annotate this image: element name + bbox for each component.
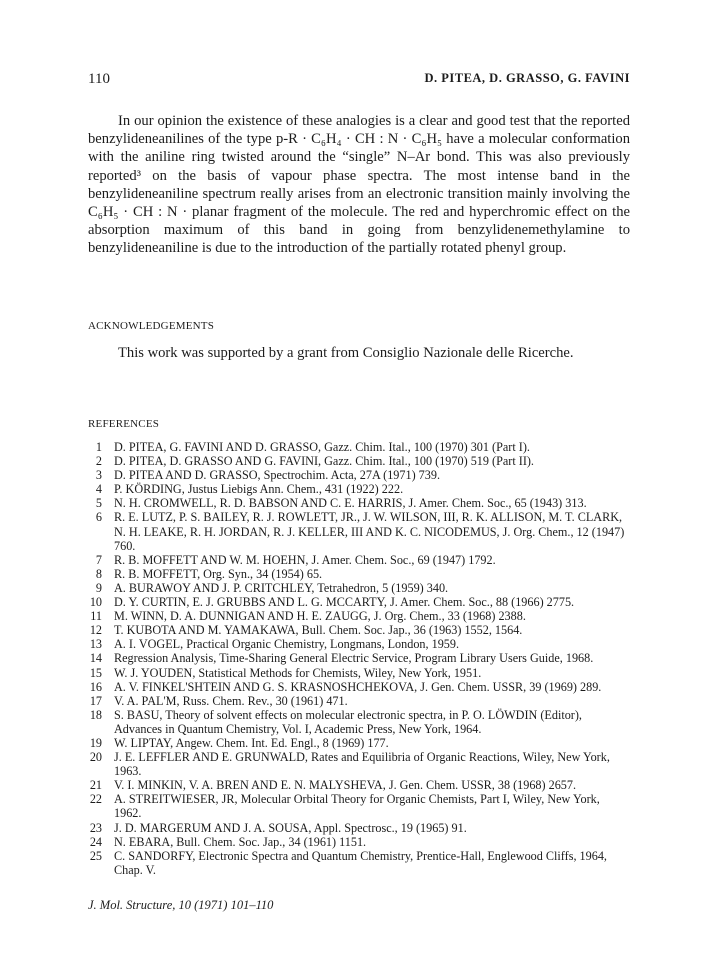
reference-text: R. B. MOFFETT AND W. M. HOEHN, J. Amer. Chem. Soc., 69 (1947) 1792. [114, 552, 496, 567]
page-header [88, 71, 630, 91]
acknowledgements-text [88, 344, 630, 362]
reference-item [88, 468, 630, 482]
reference-item [88, 454, 630, 468]
reference-text: S. BASU, Theory of solvent effects on molecular electronic spectra, in P. O. LÖWDIN (Editor), Advances in Quantum Chemistry, Vol. I, Academic Press, New York, 1964. [114, 707, 582, 736]
reference-item [88, 623, 630, 637]
reference-text: D. PITEA AND D. GRASSO, Spectrochim. Acta, 27A (1971) 739. [114, 468, 441, 483]
reference-text: V. A. PAL'M, Russ. Chem. Rev., 30 (1961) 471. [114, 693, 348, 708]
reference-number: 19 [89, 735, 102, 750]
body-paragraph: In our opinion the existence of these analogies is a clear and good test that the reported benzylideneanilines of the type p-R · C₆H₄ · CH : N · C₆H₅ have a molecular conformation with the aniline ring twisted around the “single” N–Ar bond. This was also previously reported³ on the basis of vapour phase spectra. The most intense band in the benzylideneaniline spectrum really arises from an electronic transition mainly involving the C₆H₅ · CH : N · planar fragment of the molecule. The red and hyperchromic effect on the absorption maximum of this band in going from benzylidenemethylamine to benzylideneaniline is due to the introduction of the partially rotated phenyl group. [88, 113, 630, 257]
reference-number: 18 [89, 707, 102, 722]
reference-number: 17 [89, 693, 102, 708]
reference-number: 9 [95, 580, 102, 595]
reference-number: 24 [89, 834, 102, 849]
reference-text: J. E. LEFFLER AND E. GRUNWALD, Rates and Equilibria of Organic Reactions, Wiley, New York, 1963. [114, 750, 610, 779]
reference-item [88, 680, 630, 694]
reference-text: V. I. MINKIN, V. A. BREN AND E. N. MALYSHEVA, J. Gen. Chem. USSR, 38 (1968) 2657. [114, 778, 577, 793]
reference-item [88, 750, 630, 778]
reference-item [88, 510, 630, 552]
reference-number: 15 [89, 665, 102, 680]
reference-text: N. H. CROMWELL, R. D. BABSON AND C. E. HARRIS, J. Amer. Chem. Soc., 65 (1943) 313. [114, 496, 587, 511]
reference-item [88, 778, 630, 792]
reference-text: Regression Analysis, Time-Sharing General Electric Service, Program Library Users Guide, 1968. [114, 651, 594, 666]
reference-number: 11 [90, 609, 102, 624]
reference-text: D. Y. CURTIN, E. J. GRUBBS AND L. G. MCCARTY, J. Amer. Chem. Soc., 88 (1966) 2775. [114, 595, 575, 610]
reference-text: A. V. FINKEL'SHTEIN AND G. S. KRASNOSHCHEKOVA, J. Gen. Chem. USSR, 39 (1969) 289. [114, 679, 602, 694]
reference-text: T. KUBOTA AND M. YAMAKAWA, Bull. Chem. Soc. Jap., 36 (1963) 1552, 1564. [114, 623, 523, 638]
acknowledgements-paragraph: This work was supported by a grant from Consiglio Nazionale delle Ricerche. [118, 345, 574, 361]
reference-number: 7 [95, 552, 102, 567]
reference-item [88, 609, 630, 623]
reference-item [88, 440, 630, 454]
reference-number: 4 [95, 482, 102, 497]
reference-text: J. D. MARGERUM AND J. A. SOUSA, Appl. Spectrosc., 19 (1965) 91. [114, 820, 467, 835]
reference-item [88, 581, 630, 595]
reference-item [88, 482, 630, 496]
reference-text: R. B. MOFFETT, Org. Syn., 34 (1954) 65. [114, 566, 323, 581]
reference-text: W. LIPTAY, Angew. Chem. Int. Ed. Engl., 8 (1969) 177. [114, 735, 389, 750]
reference-item [88, 694, 630, 708]
reference-item [88, 821, 630, 835]
reference-number: 8 [95, 566, 102, 581]
reference-text: R. E. LUTZ, P. S. BAILEY, R. J. ROWLETT, JR., J. W. WILSON, III, R. K. ALLISON, M. T. CLARK, N. H. LEAKE, R. H. JORDAN, R. J. KELLER, III AND K. C. NICODEMUS, J. Org. Chem., 12 (1947) 760. [114, 510, 625, 553]
reference-number: 13 [89, 637, 102, 652]
reference-number: 22 [89, 792, 102, 807]
reference-number: 14 [89, 651, 102, 666]
reference-text: P. KÖRDING, Justus Liebigs Ann. Chem., 431 (1922) 222. [114, 482, 404, 497]
reference-number: 1 [95, 440, 102, 454]
reference-text: A. BURAWOY AND J. P. CRITCHLEY, Tetrahedron, 5 (1959) 340. [114, 580, 449, 595]
reference-item [88, 792, 630, 820]
reference-text: W. J. YOUDEN, Statistical Methods for Chemists, Wiley, New York, 1951. [114, 665, 482, 680]
running-head-authors: D. PITEA, D. GRASSO, G. FAVINI [424, 71, 630, 85]
reference-number: 16 [89, 679, 102, 694]
reference-number: 21 [89, 778, 102, 793]
reference-number: 10 [89, 595, 102, 610]
reference-item [88, 637, 630, 651]
reference-item [88, 835, 630, 849]
reference-text: D. PITEA, G. FAVINI AND D. GRASSO, Gazz. Chim. Ital., 100 (1970) 301 (Part I). [114, 440, 530, 454]
reference-number: 6 [95, 510, 102, 525]
reference-number: 23 [89, 820, 102, 835]
reference-item [88, 595, 630, 609]
reference-number: 20 [89, 750, 102, 765]
reference-item [88, 553, 630, 567]
reference-number: 12 [89, 623, 102, 638]
journal-footer: J. Mol. Structure, 10 (1971) 101–110 [88, 898, 274, 912]
reference-text: A. STREITWIESER, JR, Molecular Orbital Theory for Organic Chemists, Part I, Wiley, New York, 1962. [114, 792, 600, 821]
page-number: 110 [88, 71, 110, 87]
reference-text: N. EBARA, Bull. Chem. Soc. Jap., 34 (1961) 1151. [114, 834, 367, 849]
reference-text: M. WINN, D. A. DUNNIGAN AND H. E. ZAUGG, J. Org. Chem., 33 (1968) 2388. [114, 609, 526, 624]
body-text [88, 112, 630, 258]
reference-item [88, 708, 630, 736]
reference-number: 2 [95, 454, 102, 469]
reference-item [88, 496, 630, 510]
reference-item [88, 651, 630, 665]
reference-text: C. SANDORFY, Electronic Spectra and Quantum Chemistry, Prentice-Hall, Englewood Cliffs, 1964, Chap. V. [114, 848, 607, 877]
reference-text: A. I. VOGEL, Practical Organic Chemistry, Longmans, London, 1959. [114, 637, 460, 652]
references-heading: REFERENCES [88, 418, 160, 430]
reference-item [88, 567, 630, 581]
reference-number: 3 [95, 468, 102, 483]
acknowledgements-heading: ACKNOWLEDGEMENTS [88, 320, 215, 332]
reference-number: 25 [89, 848, 102, 863]
reference-item [88, 849, 630, 877]
references-list [88, 440, 630, 877]
reference-item [88, 666, 630, 680]
reference-text: D. PITEA, D. GRASSO AND G. FAVINI, Gazz. Chim. Ital., 100 (1970) 519 (Part II). [114, 454, 534, 469]
reference-number: 5 [95, 496, 102, 511]
reference-item [88, 736, 630, 750]
